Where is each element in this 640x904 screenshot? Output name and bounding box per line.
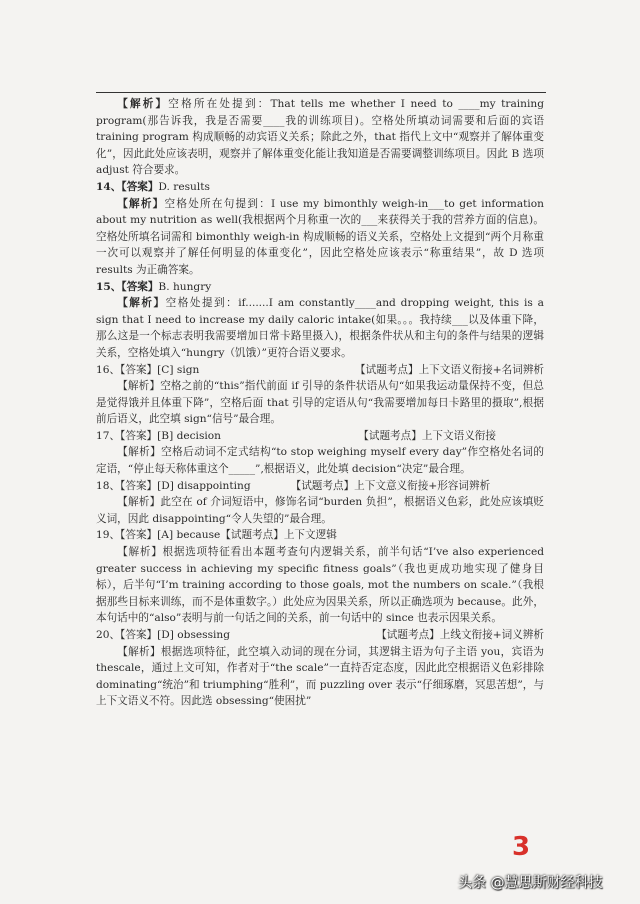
answer-line: 17、【答案】[B] decision 【试题考点】上下文语义衔接 <box>96 428 544 445</box>
explanation-paragraph: 【解析】此空在 of 介词短语中，修饰名词“burden 负担”，根据语义色彩，此处应该填贬义词，因此 disappointing“令人失望的”最合理。 <box>96 496 544 525</box>
answer-line: 14、【答案】D. results <box>96 180 210 193</box>
answer-line: 18、【答案】[D] disappointing 【试题考点】上下文意义衔接+形容词辨析 <box>96 479 491 492</box>
explanation-paragraph: 【解析】根据选项特征看出本题考查句内逻辑关系，前半句话“I’ve also experienced greater success in achieving my specific fitness goals”（我也更成功地实现了健身目标），后半句“I’m training according to those goals, mot the numbers on scale.”（我根据那些目标来训练，而不是体重数字。）此处应为因果关系，所以正确选项为 because。此外，本句话中的“also”表明与前一句话之间的关系，前一句话中的 since 也表示因果关系。 <box>96 546 545 625</box>
test-point: 【试题考点】上下文逻辑 <box>220 529 337 542</box>
test-point: 【试题考点】上线文衔接+词义辨析 <box>376 629 544 641</box>
watermark: 头条 @慧思斯财经科技 <box>458 875 603 891</box>
explanation-paragraph: 【解析】根据选项特征，此空填入动词的现在分词，其逻辑主语为句子主语 you，宾语为thescale，通过上文可知，作者对于“the scale”一直持否定态度，因此此空根据语义色彩排除 dominating“统治”和 triumphing“胜利”，而 puzzling over 表示“仔细琢磨，冥思苦想”，与上下文语义不符。因此选 obsessing“使困扰” <box>96 645 544 708</box>
test-point: 【试题考点】上下文语义衔接+名词辨析 <box>355 363 544 376</box>
answer-line: 15、【答案】B. hungry <box>96 280 212 293</box>
explanation-paragraph: 【解析】空格所在处提到：That tells me whether I need to ____my training program(那告诉我，我是否需要____我的训练项目)。空格处所填动词需要和后面的宾语 training program 构成顺畅的动宾语义关系；除此之外，that 指代上文中“观察并了解体重变化”，因此此处应该表明，观察并了解体重变化能让我知道是否需要调整训练项目。因此 B 选项 adjust 符合要求。 <box>96 98 544 177</box>
page-number: 3 <box>512 832 531 862</box>
test-point: 【试题考点】上下文语义衔接 <box>358 429 496 442</box>
answer-line: 19、【答案】[A] because【试题考点】上下文逻辑 <box>96 529 337 542</box>
test-point: 【试题考点】上下文意义衔接+形容词辨析 <box>290 479 491 492</box>
answer-line: 16、【答案】[C] sign 【试题考点】上下文语义衔接+名词辨析 <box>96 362 544 379</box>
header-rule <box>96 92 546 93</box>
answer-line: 20、【答案】[D] obsessing 【试题考点】上线文衔接+词义辨析 <box>96 627 544 644</box>
explanation-paragraph: 【解析】空格之前的“this”指代前面 if 引导的条件状语从句“如果我运动量保持不变，但总是觉得饿并且体重下降”，空格后面 that 引导的定语从句“我需要增加每日卡路里的摄取”,根据前后语义，此空填 sign“信号”最合理。 <box>96 380 545 426</box>
explanation-paragraph: 【解析】空格后动词不定式结构“to stop weighing myself every day”作空格处名词的定语，“停止每天称体重这个_____”,根据语义，此处填 decision“决定”最合理。 <box>96 446 544 476</box>
answer-explanations <box>96 96 544 710</box>
explanation-paragraph: 【解析】空格处提到：if.......I am constantly____and dropping weight, this is a sign that I need to increase my daily caloric intake(如果。。。我持续___以及体重下降，那么这是一个标志表明我需要增加日常卡路里摄入)，根据条件状从和主句的条件与结果的逻辑关系，空格处填入“hungry（饥饿）”更符合语义要求。 <box>96 297 544 359</box>
explanation-paragraph: 【解析】空格处所在句提到：I use my bimonthly weigh-in___to get information about my nutrition as well(我根据两个月称重一次的___来获得关于我的营养方面的信息)。空格处所填名词需和 bimonthly weigh-in 构成顺畅的语义关系，空格处上文提到“两个月称重一次可以观察并了解任何明显的体重变化”，因此空格处应该表示“称重结果”，故 D 选项 results 为正确答案。 <box>96 197 545 276</box>
